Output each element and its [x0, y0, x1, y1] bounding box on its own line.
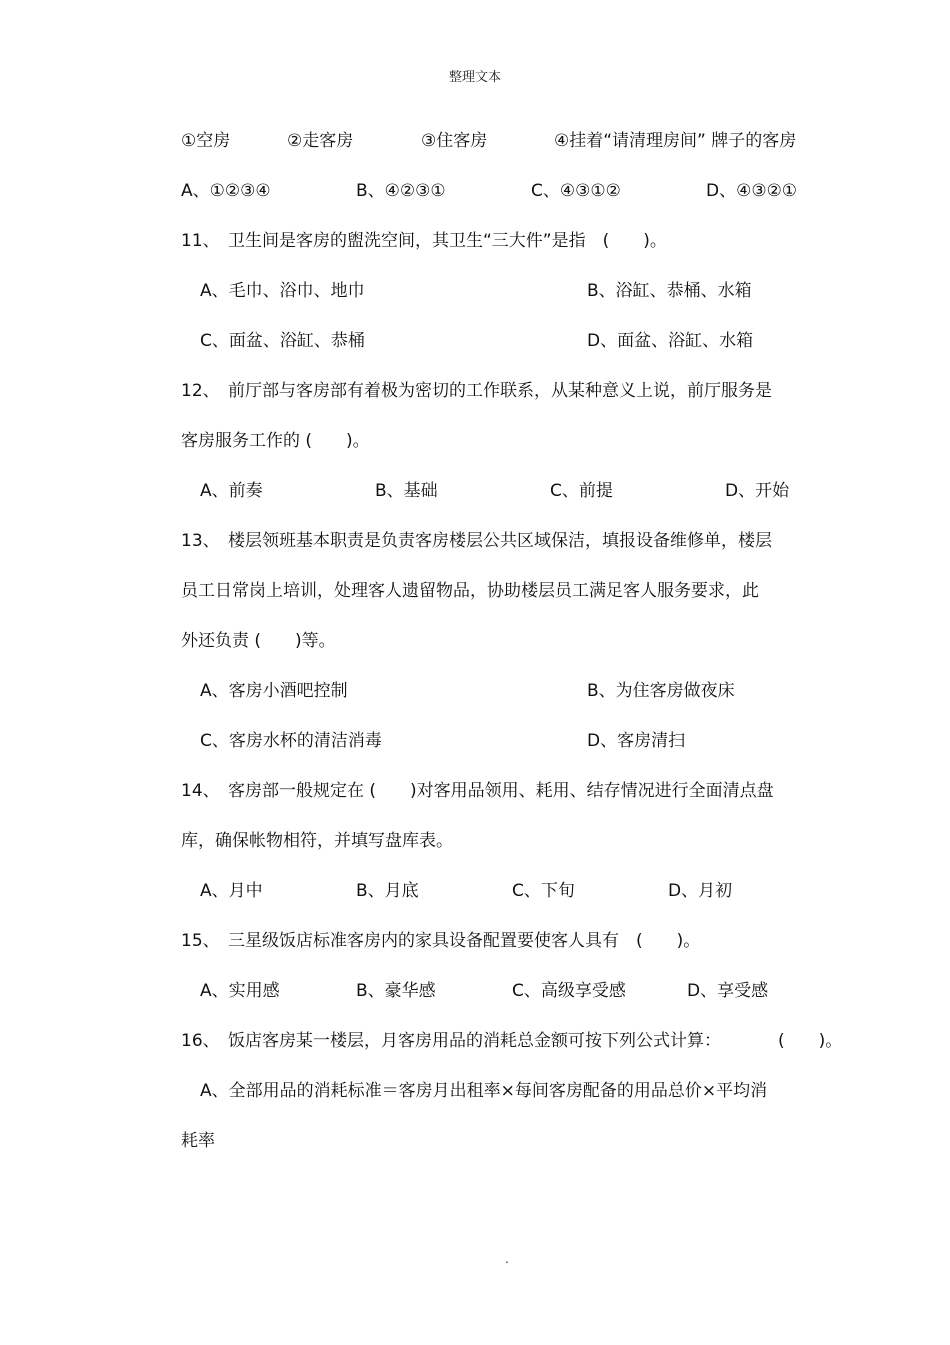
q13-line3: 外还负责 ( )等。: [181, 631, 336, 651]
q12-number: 12、: [181, 381, 220, 401]
q10-option-b: B、④②③①: [356, 181, 446, 201]
q14-number: 14、: [181, 781, 220, 801]
q14-option-c: C、下旬: [512, 881, 575, 901]
q15-option-b: B、豪华感: [356, 981, 436, 1001]
q10-item-3: ③住客房: [421, 131, 488, 151]
q15-option-d: D、享受感: [687, 981, 769, 1001]
q14-line1: 客房部一般规定在 ( )对客用品领用、耗用、结存情况进行全面清点盘: [228, 781, 774, 801]
q11-option-a: A、毛巾、浴巾、地巾: [200, 281, 365, 301]
q13-number: 13、: [181, 531, 220, 551]
q12-line1: 前厅部与客房部有着极为密切的工作联系，从某种意义上说，前厅服务是: [228, 381, 772, 401]
q11-option-b: B、浴缸、恭桶、水箱: [587, 281, 752, 301]
q16-option-a-line2: 耗率: [181, 1131, 215, 1151]
q10-item-2: ②走客房: [287, 131, 354, 151]
q15-text: 三星级饭店标准客房内的家具设备配置要使客人具有 ( )。: [228, 931, 701, 951]
q14-option-a: A、月中: [200, 881, 263, 901]
q15-number: 15、: [181, 931, 220, 951]
q11-text: 卫生间是客房的盥洗空间，其卫生“三大件”是指 ( )。: [228, 231, 667, 251]
q12-line2: 客房服务工作的 ( )。: [181, 431, 370, 451]
q11-option-d: D、面盆、浴缸、水箱: [587, 331, 754, 351]
q11-number: 11、: [181, 231, 220, 251]
q13-line1: 楼层领班基本职责是负责客房楼层公共区域保洁，填报设备维修单，楼层: [228, 531, 772, 551]
q14-line2: 库，确保帐物相符，并填写盘库表。: [181, 831, 453, 851]
q14-option-d: D、月初: [668, 881, 733, 901]
q10-option-c: C、④③①②: [531, 181, 621, 201]
q12-option-c: C、前提: [550, 481, 613, 501]
q16-text: 饭店客房某一楼层，月客房用品的消耗总金额可按下列公式计算：: [228, 1031, 721, 1051]
q11-option-c: C、面盆、浴缸、恭桶: [200, 331, 365, 351]
q13-option-a: A、客房小酒吧控制: [200, 681, 348, 701]
q16-paren: ( )。: [778, 1031, 843, 1051]
q15-option-a: A、实用感: [200, 981, 280, 1001]
q13-option-d: D、客房清扫: [587, 731, 686, 751]
q15-option-c: C、高级享受感: [512, 981, 626, 1001]
q13-option-b: B、为住客房做夜床: [587, 681, 735, 701]
q10-option-d: D、④③②①: [706, 181, 798, 201]
q14-option-b: B、月底: [356, 881, 419, 901]
page-header: 整理文本: [448, 70, 501, 85]
q12-option-d: D、开始: [725, 481, 790, 501]
q12-option-b: B、基础: [375, 481, 438, 501]
q10-item-1: ①空房: [181, 131, 231, 151]
q13-line2: 员工日常岗上培训，处理客人遗留物品，协助楼层员工满足客人服务要求，此: [181, 581, 759, 601]
q10-option-a: A、①②③④: [181, 181, 271, 201]
q16-number: 16、: [181, 1031, 220, 1051]
q10-item-4: ④挂着“请清理房间” 牌子的客房: [554, 131, 797, 151]
page-footer-dot: .: [505, 1252, 509, 1266]
q12-option-a: A、前奏: [200, 481, 263, 501]
q13-option-c: C、客房水杯的清洁消毒: [200, 731, 382, 751]
q16-option-a-line1: A、全部用品的消耗标准＝客房月出租率×每间客房配备的用品总价×平均消: [200, 1081, 768, 1101]
